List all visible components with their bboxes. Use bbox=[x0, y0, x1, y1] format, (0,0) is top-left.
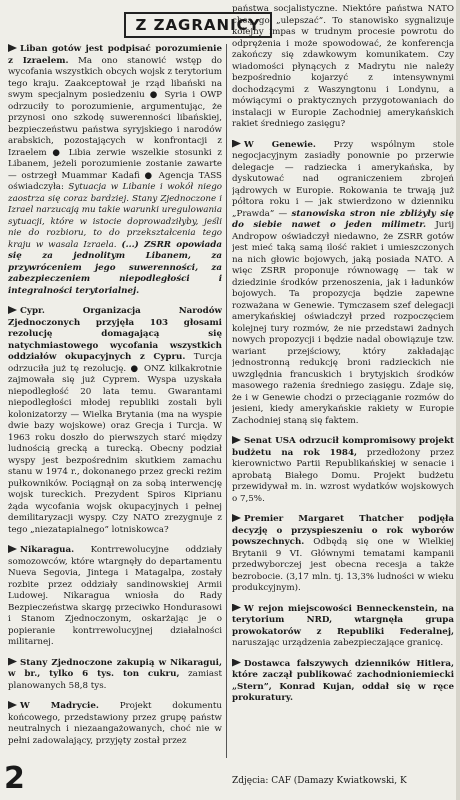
right-column bbox=[232, 4, 454, 760]
article-liban bbox=[8, 44, 222, 297]
triangle-bullet-icon bbox=[8, 701, 17, 709]
article-body: naruszając urządzenia zabezpieczające granicę. bbox=[232, 638, 444, 648]
triangle-bullet-icon bbox=[8, 44, 17, 52]
triangle-bullet-icon bbox=[232, 436, 241, 444]
column-divider bbox=[226, 44, 227, 758]
left-column bbox=[8, 44, 222, 760]
section-title: Z ZAGRANICY bbox=[135, 16, 261, 34]
triangle-bullet-icon bbox=[8, 306, 17, 314]
article-body: przedłożony przez kierownictwo Partii Republikańskiej w senacie i aprobatą Białego Domu. Projekt budżetu przewidywał m. in. wzrost wydatków wojskowych o 7,5%. bbox=[232, 447, 454, 504]
article-lead: Stany Zjednoczone zakupią w Nikaragui, w br., tylko 6 tys. ton cukru, bbox=[8, 657, 222, 679]
article-nrd bbox=[232, 604, 454, 650]
article-body: zamiast planowanych 58,8 tys. bbox=[8, 669, 222, 691]
article-lead: Liban gotów jest podpisać porozumienie z Izraelem. bbox=[8, 44, 222, 66]
article-madryt-cont bbox=[232, 4, 454, 131]
article-quote: stanowiska stron nie zbliżyły się do siebie nawet o jeden milimetr. bbox=[232, 208, 454, 230]
article-lead: Nikaragua. bbox=[20, 545, 75, 555]
page-edge bbox=[456, 0, 460, 800]
article-body: które zaczął publikować zachodnioniemiecki „Stern”, Konrad Kujan, oddał się w ręce prokuratury. bbox=[232, 670, 454, 703]
triangle-bullet-icon bbox=[232, 604, 241, 612]
article-lead: Cypr. Organizacja Narodów Zjednoczonych przyjęła 103 głosami rezolucję domagającą się natychmiastowego wycofania wszystkich oddziałów okupacyjnych z Cypru. bbox=[8, 306, 222, 362]
article-lead: Premier Margaret Thatcher podjęła decyzję o przyspieszeniu o rok wyborów powszechnych. bbox=[232, 514, 454, 547]
article-tail: (...) ZSRR opowiada się za jednolitym Libanem, za przywróceniem jego suwerenności, za zabezpieczeniem niepodległości i integralności terytorialnej. bbox=[8, 239, 222, 296]
article-nikaragua bbox=[8, 545, 222, 649]
triangle-bullet-icon bbox=[8, 658, 17, 666]
triangle-bullet-icon bbox=[232, 514, 241, 522]
page-number: 2 bbox=[4, 761, 25, 796]
article-lead: W Genewie. bbox=[244, 139, 316, 150]
triangle-bullet-icon bbox=[232, 140, 241, 148]
article-body: Przy wspólnym stole negocjacyjnym zasiadły ponownie po przerwie delegacje — radziecka i amerykańska, by dyskutować nad ograniczeniem zbrojeń jądrowych w Europie. Rokowania te trwają już półtora roku i — jak stwierdzono w dzienniku „Prawda” — bbox=[232, 139, 454, 219]
triangle-bullet-icon bbox=[8, 545, 17, 553]
article-lead: Dostawca fałszywych dzienników Hitlera, bbox=[244, 658, 454, 669]
article-body: państwa socjalistyczne. Niektóre państwa NATO chcą go „ulepszać”. To stanowisko sygnalizuje kolejny impas w trudnym procesie powrotu do odprężenia i może spowodować, że konferencja zakończy się zdawkowym komunikatem. Czy wiadomości płynących z Madrytu nie należy bezpośrednio kojarzyć z intensywnymi dochodzącymi z Waszyngtonu i Londynu, a mówiącymi o praktycznych przygotowaniach do instalacji w Europie Zachodniej amerykańskich rakiet średniego zasięgu? bbox=[232, 4, 454, 129]
article-lead: W rejon miejscowości Benneckenstein, na terytorium NRD, wtargnęła grupa prowokatorów z Republiki Federalnej, bbox=[232, 603, 454, 637]
article-cukier bbox=[8, 658, 222, 693]
article-lead: Senat USA odrzucił kompromisowy projekt budżetu na rok 1984, bbox=[232, 436, 454, 458]
article-tail: Jurij Andropow oświadczył niedawno, że ZSRR gotów jest mieć taką samą ilość rakiet i umieszczonych na nich głowic bojowych, jaką posiada NATO. A więc ZSRR proponuje równowagę — tak w dziedzinie środków przenoszenia, jak i ładunków bojowych. Ta propozycja będzie zapewne rozważana w Genewie. Tymczasem szef delegacji amerykańskiej oświadczył przed rozpoczęciem kolejnej tury rozmów, że nie przedstawi żadnych nowych propozycji i będzie nadal obowiązuje tzw. wariant przejściowy, który zakładając jednostronną redukcję broni radzieckich nie uwzględnia francuskich i brytyjskich środków masowego rażenia średniego zasięgu. Zdaje się, że i w Genewie chodzi o przeciąganie rozmów do jesieni, kiedy amerykańskie rakiety w Europie Zachodniej staną się faktem. bbox=[232, 220, 454, 426]
article-lead: W Madrycie. bbox=[20, 701, 99, 711]
article-genewa bbox=[232, 140, 454, 428]
article-senat bbox=[232, 436, 454, 505]
article-quote: Sytuacja w Libanie i wokół niego zaostrza się coraz bardziej. Stany Zjednoczone i Izrael narzucają mu takie warunki uregulowania sytuacji, które w istocie doprowadziłyby, jeśli nie do rozbioru, to do przekształcenia tego kraju w wasala Izraela. bbox=[8, 182, 222, 250]
article-body: Turcja odrzuciła już tę rezolucję. ● ONZ kilkakrotnie zajmowała się już Cyprem. Wyspa uzyskała niepodległość 20 lata temu. Gwarantami niepodległości młodej republiki zostali byli kolonizatorzy — Wielka Brytania (ma na wyspie dwie bazy wojskowe) oraz Grecja i Turcja. W 1963 roku doszło do pierwszych starć między ludnością grecką a turecką. Obecny podział wyspy jest bezpośrednim skutkiem zamachu stanu w 1974 r., dokonanego przez grecki reżim pułkowników. Pociągnął on za sobą interwencję wojsk tureckich. Prezydent Spiros Kiprianu żąda wycofania wojsk okupacyjnych i pełnej demilitaryzacji wyspy. Czy NATO zrezygnuje z tego „niezatapialnego” lotniskowca? bbox=[8, 352, 222, 535]
article-madryt bbox=[8, 701, 222, 747]
article-hitler bbox=[232, 659, 454, 705]
article-body: Ma ono stanowić wstęp do wycofania wszystkich obcych wojsk z terytorium tego kraju. Zaakceptował je rząd libański na swym specjalnym posiedzeniu ● Syria i OWP odrzuciły to porozumienie, argumentując, że przynosi ono szkodę suwerenności libańskiej, bezpieczeństwu państwa syryjskiego i narodów arabskich, pozostających w konfrontacji z Izraelem ● Libia zerwie wszelkie stosunki z Libanem, jeżeli porozumienie zostanie zawarte — ostrzegł Muammar Kadafi ● Agencja TASS oświadczyła: bbox=[8, 55, 222, 192]
article-body: Projekt dokumentu końcowego, przedstawiony przez grupę państw neutralnych i niezaangażowanych, choć nie w pełni zadowalający, przyjęty został przez bbox=[8, 701, 222, 746]
article-body: Odbędą się one w Wielkiej Brytanii 9 VI. Głównymi tematami kampanii przedwyborczej jest obecna recesja a także bezrobocie. (3,17 mln. tj. 13,3% ludności w wieku produkcyjnym). bbox=[232, 537, 454, 593]
article-cypr bbox=[8, 306, 222, 536]
article-thatcher bbox=[232, 514, 454, 595]
photo-credits: Zdjęcia: CAF (Damazy Kwiatkowski, K bbox=[232, 776, 407, 786]
article-body: Kontrrewolucyjne oddziały somozowców, które wtargnęły do departamentu Nueva Segovia, Jintega i Matagalpa, zostały rozbite przez oddziały sandinowskiej Armii Ludowej. Nikaragua wniosła do Rady Bezpieczeństwa skargę przeciwko Hondurasowi i Stanom Zjednoczonym, oskarżając je o popieranie kontrrewolucyjnej działalności militarnej. bbox=[8, 545, 222, 647]
triangle-bullet-icon bbox=[232, 659, 241, 667]
